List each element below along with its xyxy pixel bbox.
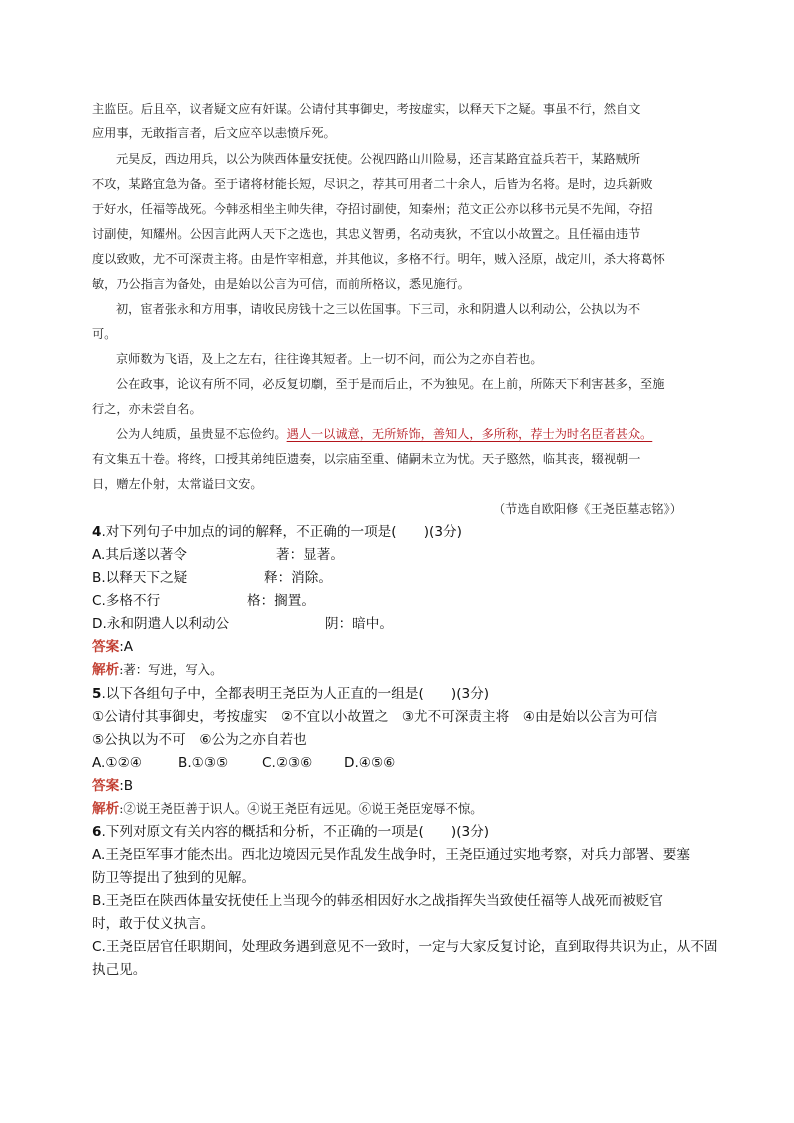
q4-option-c-gloss: 格：搁置。	[247, 593, 315, 609]
q6-option-b-line-2: 时，敢于仗义执言。	[92, 916, 215, 932]
answer-value: :A	[119, 639, 134, 655]
analysis-text: :著：写进，写入。	[119, 662, 223, 677]
q4-option-a	[92, 545, 187, 565]
passage-line-13: 行之，亦未尝自名。	[92, 402, 202, 416]
q6-option-c-line-1: C.王尧臣居官任职期间，处理政务遇到意见不一致时，一定与大家反复讨论，直到取得共识为止，从不固	[92, 939, 718, 955]
q5-choice-d: D.④⑤⑥	[344, 755, 396, 771]
q4-option-d-gloss: 阴：暗中。	[325, 616, 393, 632]
question-6-stem	[92, 822, 489, 842]
q4-option-a-gloss: 著：显著。	[276, 547, 344, 563]
question-5-stem	[92, 684, 489, 704]
passage-line-15: 有文集五十卷。将终，口授其弟纯臣遗奏，以宗庙至重、储嗣未立为忧。天子愍然，临其丧，辍视朝一	[92, 452, 641, 466]
passage-line-14	[116, 425, 652, 443]
analysis-label: 解析	[92, 801, 120, 817]
passage-line-4: 不攻，某路宜急为备。至于诸将材能长短，尽识之，荐其可用者二十余人，后皆为名将。是时，边兵新败	[92, 177, 653, 191]
question-text: .下列对原文有关内容的概括和分析，不正确的一项是( )(3分)	[101, 824, 490, 840]
question-number: 6	[92, 824, 102, 840]
passage-line-3: 元昊反，西边用兵，以公为陕西体量安抚使。公视四路山川险易，还言某路宜益兵若干，某路贼所	[116, 152, 641, 166]
q6-option-a-line-1: A.王尧臣军事才能杰出。西北边境因元昊作乱发生战争时，王尧臣通过实地考察，对兵力部署、要塞	[92, 847, 690, 863]
answer-label: 答案	[92, 778, 120, 794]
analysis-label: 解析	[92, 662, 120, 678]
q4-option-d: D.永和阴遣人以利动公	[92, 616, 230, 632]
q5-statements-line-2: ⑤公执以为不可 ⑥公为之亦自若也	[92, 732, 307, 748]
question-number: 4	[92, 524, 102, 540]
passage-line-8: 敏，乃公指言为备处，由是始以公言为可信，而前所格议，悉见施行。	[92, 277, 470, 291]
answer-value: :B	[119, 778, 134, 794]
q4-analysis	[92, 660, 223, 680]
passage-line-9: 初，宦者张永和方用事，请收民房钱十之三以佐国事。下三司，永和阴遣人以利动公，公执以为不	[116, 302, 641, 316]
q5-answer	[92, 776, 133, 796]
passage-line-11: 京师数为飞语，及上之左右，往往谗其短者。上一切不问，而公为之亦自若也。	[116, 352, 543, 366]
question-text: .对下列句子中加点的词的解释，不正确的一项是( )(3分)	[101, 524, 462, 540]
q5-choice-c: C.②③⑥	[262, 755, 313, 771]
q5-analysis	[92, 799, 483, 819]
passage-line-10: 可。	[92, 327, 117, 341]
question-number: 5	[92, 686, 102, 702]
q6-option-b-line-1: B.王尧臣在陕西体量安抚使任上当现今的韩丞相因好水之战指挥失当致使任福等人战死而被贬官	[92, 893, 663, 909]
answer-label: 答案	[92, 639, 120, 655]
passage-source: （节选自欧阳修《王尧臣墓志铭》）	[493, 502, 682, 516]
question-4-stem	[92, 522, 462, 542]
passage-line-16: 日，赠左仆射，太常谥曰文安。	[92, 477, 263, 491]
highlighted-sentence: 遇人一以诚意，无所矫饰，善知人，多所称，荐士为时名臣者甚众。	[286, 427, 653, 441]
passage-line-5: 于好水，任福等战死。今韩丞相坐主帅失律，夺招讨副使，知秦州；范文正公亦以移书元昊不先闻，夺招	[92, 202, 653, 216]
q6-option-a-line-2: 防卫等提出了独到的见解。	[92, 870, 256, 886]
passage-plain-text: 公为人纯质，虽贵显不忘俭约。	[116, 427, 287, 441]
passage-line-1: 主监臣。后且卒，议者疑文应有奸谋。公请付其事御史，考按虚实，以释天下之疑。事虽不行，然自文	[92, 102, 641, 116]
q4-option-c: C.多格不行	[92, 593, 161, 609]
q6-option-c-line-2: 执己见。	[92, 962, 147, 978]
q5-choice-b: B.①③⑤	[178, 755, 229, 771]
analysis-text: :②说王尧臣善于识人。④说王尧臣有远见。⑥说王尧臣宠辱不惊。	[119, 801, 483, 816]
q5-choice-a: A.①②④	[92, 755, 142, 771]
passage-line-6: 讨副使，知耀州。公因言此两人天下之选也，其忠义智勇，名动夷狄，不宜以小故置之。且任福由违节	[92, 227, 641, 241]
q4-answer	[92, 637, 133, 657]
passage-line-12: 公在政事，论议有所不同，必反复切劘，至于是而后止，不为独见。在上前，所陈天下利害甚多，至施	[116, 377, 665, 391]
q4-option-b-gloss: 释：消除。	[264, 570, 332, 586]
passage-line-7: 度以致败，尤不可深责主将。由是忤宰相意，并其他议，多格不行。明年，贼入泾原，战定川，杀大将葛怀	[92, 252, 665, 266]
passage-line-2: 应用事，无敢指言者，后文应卒以恚愤斥死。	[92, 126, 336, 140]
q5-statements-line-1: ①公请付其事御史，考按虚实 ②不宜以小故置之 ③尤不可深责主将 ④由是始以公言为可信	[92, 709, 658, 725]
question-text: .以下各组句子中，全都表明王尧臣为人正直的一组是( )(3分)	[101, 686, 490, 702]
option-sentence: A.其后遂以著令	[92, 547, 187, 563]
q4-option-b: B.以释天下之疑	[92, 570, 188, 586]
